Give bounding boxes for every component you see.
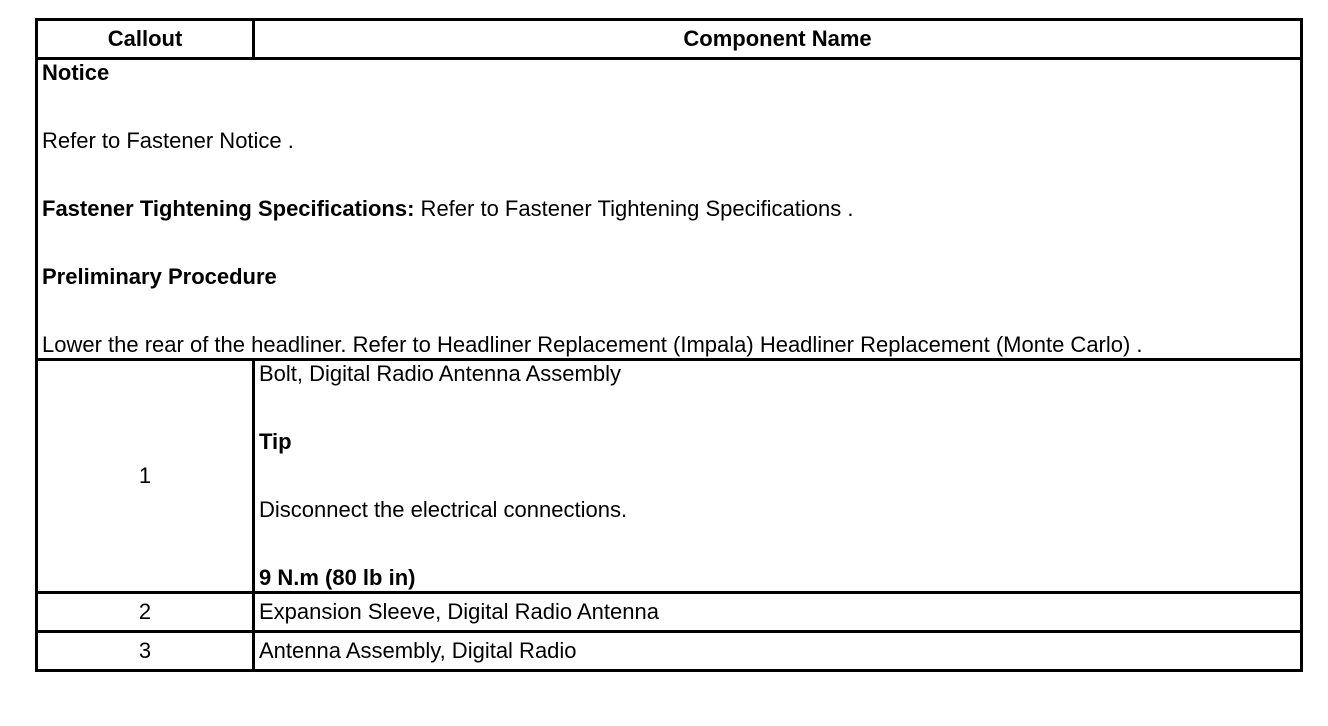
preliminary-text: Lower the rear of the headliner. Refer to Headliner Replacement (Impala) Headliner Replacement (Monte Carlo) .	[42, 332, 1143, 357]
table-row	[37, 593, 1302, 632]
component-name-cell: Expansion Sleeve, Digital Radio Antenna	[254, 593, 1302, 632]
component-name: Bolt, Digital Radio Antenna Assembly	[259, 361, 621, 386]
notice-heading: Notice	[42, 60, 110, 85]
fastener-spec-label: Fastener Tightening Specifications:	[42, 196, 415, 221]
callout-cell: 1	[37, 360, 254, 593]
callout-cell: 2	[37, 593, 254, 632]
component-name-cell: Antenna Assembly, Digital Radio	[254, 632, 1302, 671]
table-header-row	[37, 20, 1302, 59]
torque-spec: 9 N.m (80 lb in)	[259, 565, 416, 590]
tip-text: Disconnect the electrical connections.	[259, 497, 628, 522]
component-name-cell	[254, 360, 1302, 593]
table-row	[37, 360, 1302, 593]
preliminary-heading: Preliminary Procedure	[42, 264, 277, 289]
notice-cell	[37, 59, 1302, 360]
notice-row	[37, 59, 1302, 360]
table-row	[37, 632, 1302, 671]
column-header-callout: Callout	[37, 20, 254, 59]
fastener-spec-line	[42, 196, 1296, 222]
component-table	[35, 18, 1303, 672]
callout-cell: 3	[37, 632, 254, 671]
column-header-component-name: Component Name	[254, 20, 1302, 59]
notice-text: Refer to Fastener Notice .	[42, 128, 294, 153]
tip-heading: Tip	[259, 429, 292, 454]
fastener-spec-text: Refer to Fastener Tightening Specifications .	[414, 196, 854, 221]
